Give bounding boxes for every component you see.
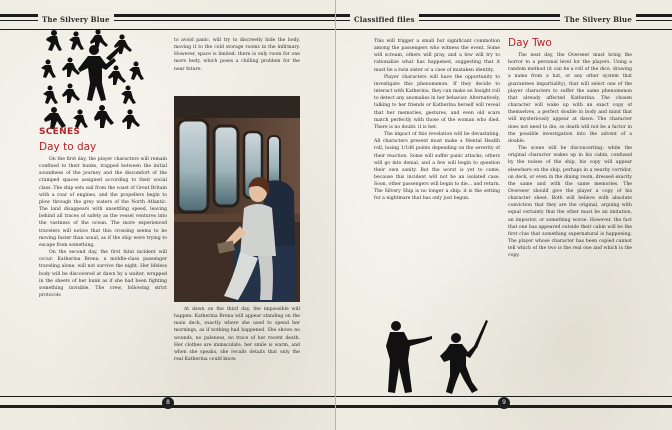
fighting-figures-silhouettes-icon [40, 28, 150, 132]
section-title: Day Two [508, 37, 552, 49]
page-number: 8 [162, 397, 174, 409]
section-title: Day to day [39, 141, 97, 153]
left-column-text [374, 38, 500, 203]
paragraph: At dawn on the third day, the impossible will happen: Katherina Brena will appear standing on the main deck, exactly where she used to spend her mornings, as if nothing had happened. She shows no wounds, no paleness, no trace of her recent death. Her clothes are immaculate, her smile is warm, and when she speaks, she recalls details that only the real Katherina could know. [174, 307, 300, 363]
paragraph: This will trigger a small but significant commotion among the passengers who witness the event. Some will scream, others will pray, and a few will try to rationalize what has happened, suggesting that it must be a twin sister or a case of mistaken identity. [374, 39, 500, 73]
paragraph: The next day, the Overseer must bring the horror to a personal level for the players. Using a random method (it can be a roll of the dice, drawing a name from a hat, or any other system that guarantees impartiality), that will select one of the player characters to suffer the same phenomenon that already affected Katherina. The chosen character will wake up with an exact copy of themselves, a perfect double in body and mind that will mysteriously appear at dawn. The character does not need to die, so death will not be a factor in the possible investigation into the advent of a double. [508, 53, 632, 144]
left-column-text [39, 156, 167, 299]
right-column-text [508, 52, 632, 260]
right-column-top-text [174, 37, 300, 73]
paragraph: The scene will be disconcerting: while the original character wakes up in his cabin, confused by the noises of the ship, his copy will appear elsewhere on the ship, perhaps in a nearby corridor, on deck, or even in the dining room, dressed exactly the same and with the same memories. The Overseer should give the player a copy of his character sheet. Both will believe with absolute conviction that they are the original, arguing with equal certainty that the other must be an imitation, an impostor, or something worse. However, the fact that one has appeared outside their cabin will be the first clue that something supernatural is happening. The player whose character has been copied cannot tell which of the two is the real one and which is the copy. [508, 146, 632, 259]
page-number: 9 [498, 397, 510, 409]
paragraph: Player characters will have the opportunity to investigate this phenomenon. If they decide to interact with Katherina, they can make an Insight roll to detect any anomalies in her behavior. Alternatively, talking to her friends or Katherina herself will reveal that her memories, gestures, and even old scars match perfectly with those of the woman who died. There is no doubt: it is her. [374, 74, 500, 130]
paragraph: The impact of this revelation will be devastating. All characters present must make a Mental Health roll, losing 1/1d6 points depending on the severity of their reaction. Some will suffer panic attacks, others will go into denial, and a few will begin to question their own sanity. But the worst is yet to come, because this incident will not be an isolated case. Soon, other passengers will begin to die... and return. The Silvery Ship is no longer a ship: it is the setting for a nightmare that has only just begun. [374, 132, 501, 202]
running-header-left: Classified files [350, 14, 419, 25]
under-photo-text [174, 306, 300, 363]
paragraph: On the first day, the player characters will remain confined to their bunks, trapped between the initial soundness of the journey and the discomfort of the cramped spaces assigned according to their social class. The ship sets sail from the coast of Great Britain with a roar of engines, and the propellers begin to plow through the grey waters of the North Atlantic. The land disappears with unsettling speed, leaving behind all traces of safety as the vessel ventures into the vastness of the ocean. The more experienced travelers will notice that this crossing seems to be moving faster than usual, as if the ship were trying to escape from something. [39, 157, 167, 248]
running-header: The Silvery Blue [38, 14, 114, 25]
scenes-label: SCENES [39, 127, 81, 137]
right-page [336, 0, 672, 430]
paragraph: On the second day, the first fatal incident will occur: Katherina Brena, a middle-class passenger traveling alone, will not survive the night. Her lifeless body will be discovered at dawn by a waiter, wrapped in the sheets of her bunk as if she had been fighting something invisible. The crew, following strict protocols [39, 250, 167, 298]
woman-at-ship-window-illustration [174, 96, 300, 302]
gunfight-silhouettes-icon [380, 316, 490, 396]
paragraph: to avoid panic, will try to discreetly hide the body, moving it to the cold storage rooms in the infirmary. However, space is limited: there is only room for one more body, which poses a chilling problem for the near future. [174, 38, 300, 72]
running-header-right: The Silvery Blue [560, 14, 636, 25]
